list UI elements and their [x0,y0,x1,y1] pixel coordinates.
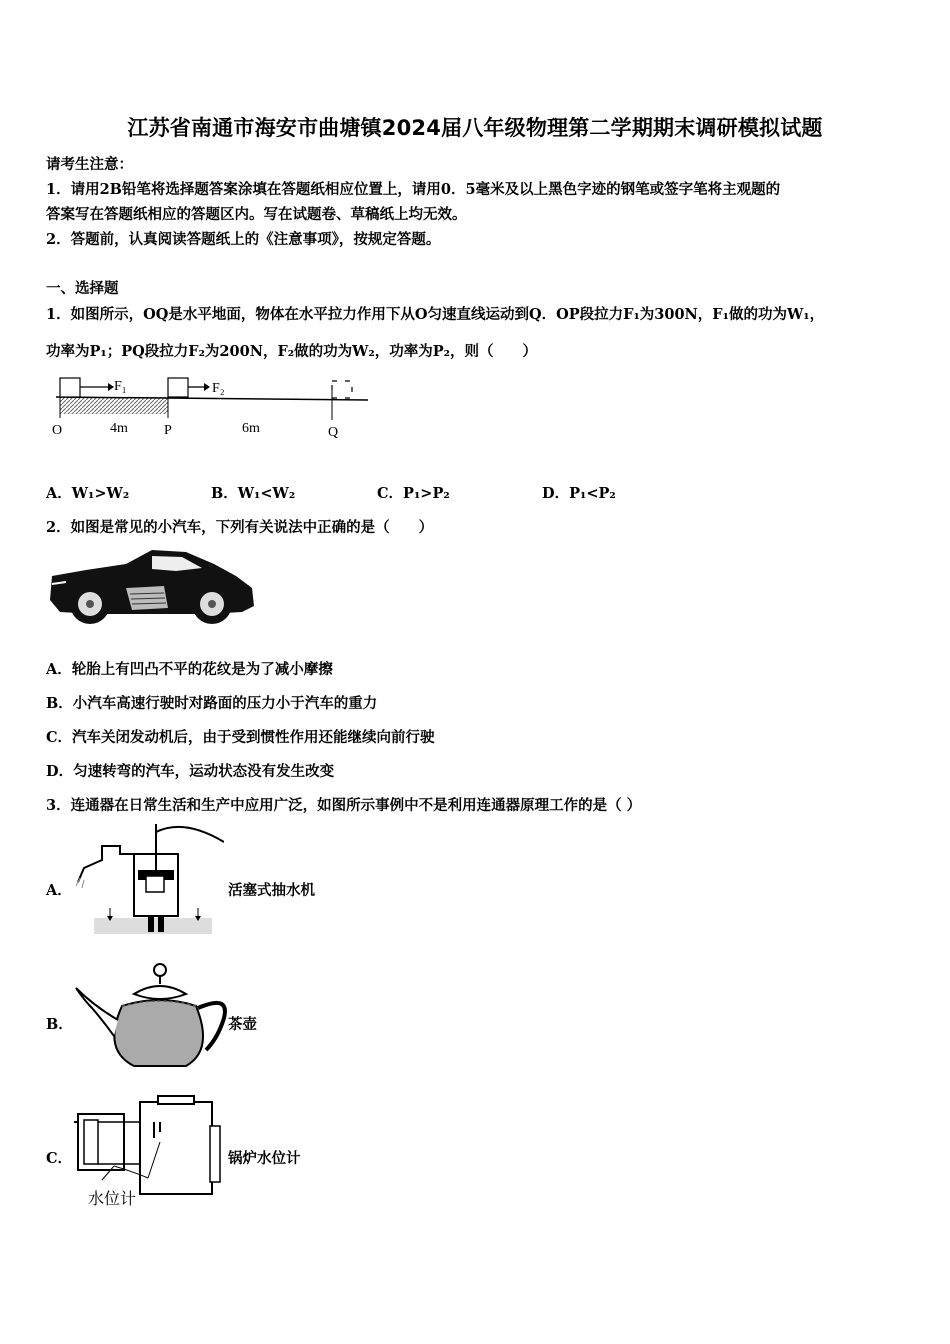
q1-stem-line2: 功率为P₁；PQ段拉力F₂为200N，F₂做的功为W₂，功率为P₂，则（ ） [46,343,537,360]
arrow-f2-head [204,383,210,391]
spout [78,846,134,882]
teapot-spout [76,988,118,1036]
q2-option-c[interactable]: C．汽车关闭发动机后，由于受到惯性作用还能继续向前行驶 [46,729,435,746]
q3-option-b-letter[interactable]: B． [46,1016,73,1033]
q2-stem: 2．如图是常见的小汽车，下列有关说法中正确的是（ ） [46,519,434,536]
water-gauge-tube [84,1120,98,1164]
q2-option-a[interactable]: A．轮胎上有凹凸不平的花纹是为了减小摩擦 [46,661,333,678]
q3-option-b-caption: 茶壶 [228,1016,257,1033]
label-4m: 4m [110,421,128,436]
teapot-lid [134,986,186,999]
q3-option-a-caption: 活塞式抽水机 [228,882,315,899]
block-q-dashed [332,381,352,398]
piston-pump-figure [74,824,224,942]
boiler-figure [74,1092,224,1212]
q3-option-a-letter[interactable]: A． [46,882,72,899]
label-o: O [52,423,63,438]
label-p: P [164,423,172,438]
boiler-body [140,1102,212,1194]
q3-option-c-letter[interactable]: C． [46,1150,73,1167]
teapot-body [114,1000,203,1066]
q3-stem: 3．连通器在日常生活和生产中应用广泛，如图所示事例中不是利用连通器原理工作的是（ ） [46,797,642,814]
q1-option-a[interactable]: A．W₁>W₂ [46,485,130,502]
page-title: 江苏省南通市海安市曲塘镇2024届八年级物理第二学期期末调研模拟试题 [127,116,823,140]
block-op [60,378,80,397]
q2-option-d[interactable]: D．匀速转弯的汽车，运动状态没有发生改变 [46,763,335,780]
teapot-figure [74,958,230,1076]
q1-stem-line1: 1．如图所示，OQ是水平地面，物体在水平拉力作用下从O匀速直线运动到Q．OP段拉力F₁为300N，F₁做的功为W₁， [46,306,825,323]
water-gauge-label: 水位计 [88,1191,137,1208]
q1-option-b[interactable]: B．W₁<W₂ [211,485,296,502]
notice-heading: 请考生注意： [46,156,133,173]
q3-option-c-caption: 锅炉水位计 [228,1150,301,1167]
q1-option-d[interactable]: D．P₁<P₂ [542,485,616,502]
notice-line-1a: 1．请用2B铅笔将选择题答案涂填在答题纸相应位置上，请用0．5毫米及以上黑色字迹的钢笔或签字笔将主观题的 [46,181,781,198]
q1-figure [46,372,376,444]
rough-surface [60,397,168,414]
notice-line-1b: 答案写在答题纸相应的答题区内。写在试题卷、草稿纸上均无效。 [46,206,467,223]
lid-knob [154,964,166,976]
handle [156,827,224,842]
car-figure [46,544,260,636]
label-f1: F₁ [114,379,127,394]
boiler-side-tube [210,1126,220,1182]
q2-option-b[interactable]: B．小汽车高速行驶时对路面的压力小于汽车的重力 [46,695,378,712]
label-q: Q [328,425,339,440]
q1-option-c[interactable]: C．P₁>P₂ [377,485,450,502]
notice-line-2: 2．答题前，认真阅读答题纸上的《注意事项》，按规定答题。 [46,231,441,248]
section-heading: 一、选择题 [46,280,119,297]
label-6m: 6m [242,421,260,436]
block-pq [168,378,188,397]
label-f2: F₂ [212,381,225,396]
